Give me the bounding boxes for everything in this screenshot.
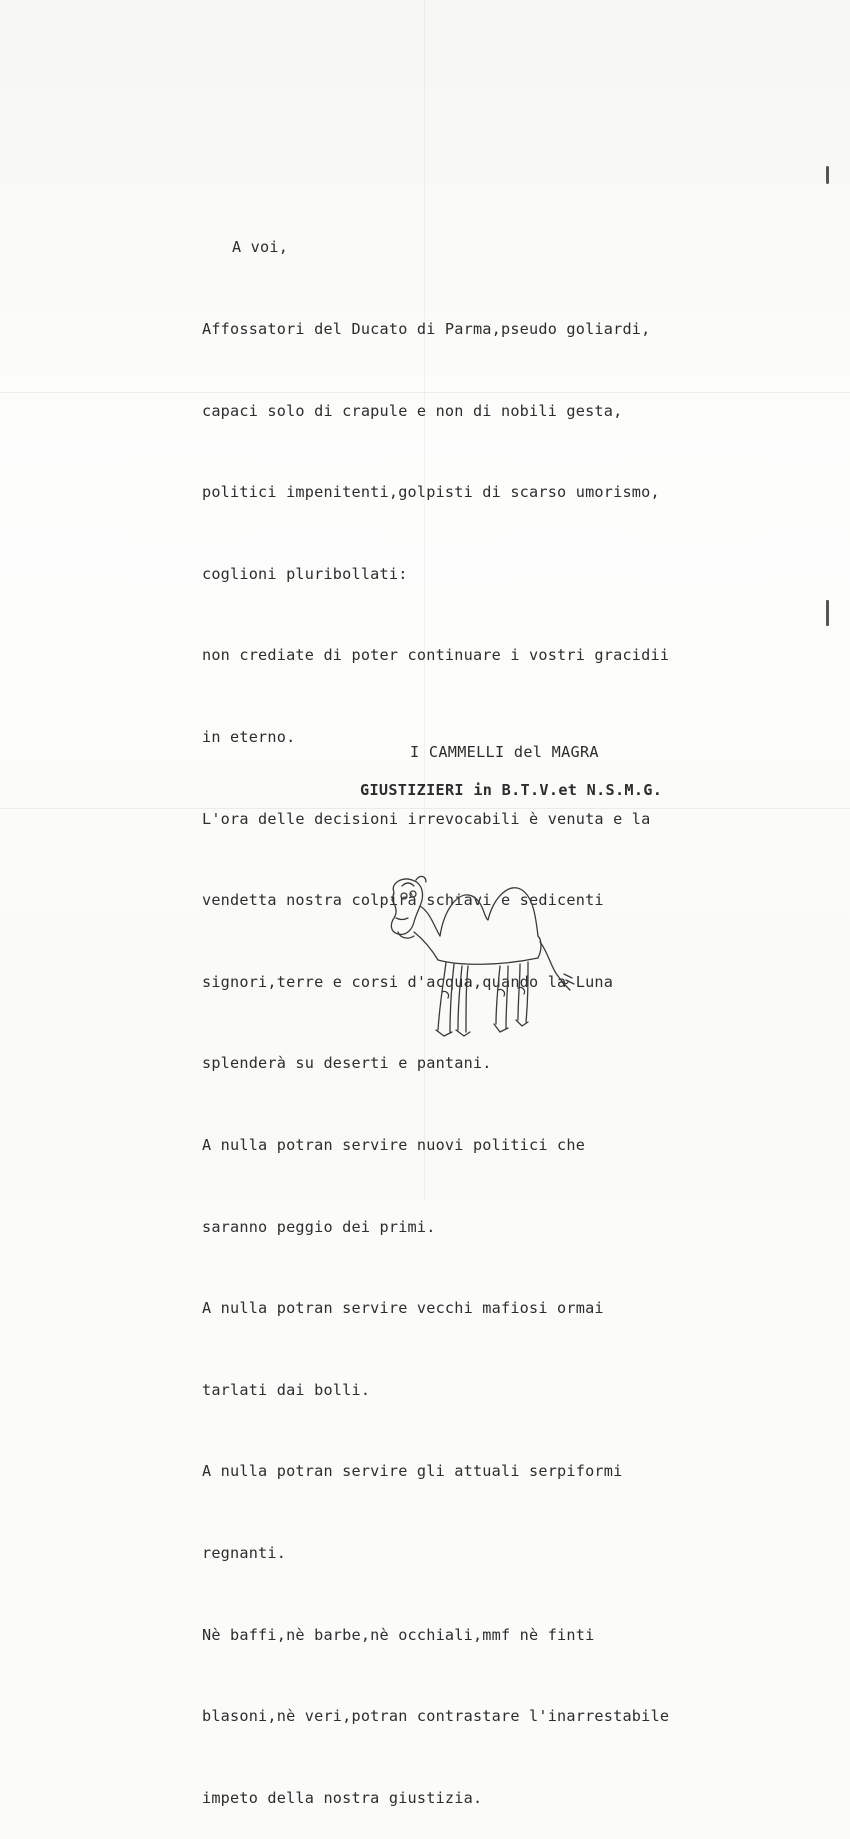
letter-line: politici impenitenti,golpisti di scarso umorismo, [202,483,660,502]
camel-drawing-icon [380,870,580,1050]
edge-mark [826,600,829,626]
signature-name: I CAMMELLI del MAGRA [410,743,599,761]
letter-line: L'ora delle decisioni irrevocabili è venuta e la [202,809,651,828]
letter-line: impeto della nostra giustizia. [202,1788,483,1807]
letter-line: tarlati dai bolli. [202,1380,371,1399]
letter-line: signori,terre e corsi d'acqua,quando la Luna [202,972,614,991]
letter-line: A nulla potran servire vecchi mafiosi ormai [202,1299,604,1318]
letter-line: blasoni,nè veri,potran contrastare l'inarrestabile [202,1707,670,1726]
letter-line: splenderà su deserti e pantani. [202,1054,492,1073]
letter-line: non crediate di poter continuare i vostri gracidii [202,646,670,665]
letter-line: regnanti. [202,1543,287,1562]
edge-mark [826,166,829,184]
letter-line: capaci solo di crapule e non di nobili gesta, [202,401,623,420]
letter-line: A voi, [232,238,289,257]
letter-line: coglioni pluribollati: [202,564,408,583]
letter-line: Affossatori del Ducato di Parma,pseudo goliardi, [202,320,651,338]
letter-line: vendetta nostra colpirà schiavi e sedicenti [202,891,604,910]
letter-line: A nulla potran servire nuovi politici che [202,1135,586,1154]
letter-line: Nè baffi,nè barbe,nè occhiali,mmf nè finti [202,1625,595,1644]
letter-line: saranno peggio dei primi. [202,1217,436,1236]
letter-line: in eterno. [202,727,296,746]
signature-title: GIUSTIZIERI in B.T.V.et N.S.M.G. [360,781,663,799]
letter-line: A nulla potran servire gli attuali serpiformi [202,1462,623,1481]
